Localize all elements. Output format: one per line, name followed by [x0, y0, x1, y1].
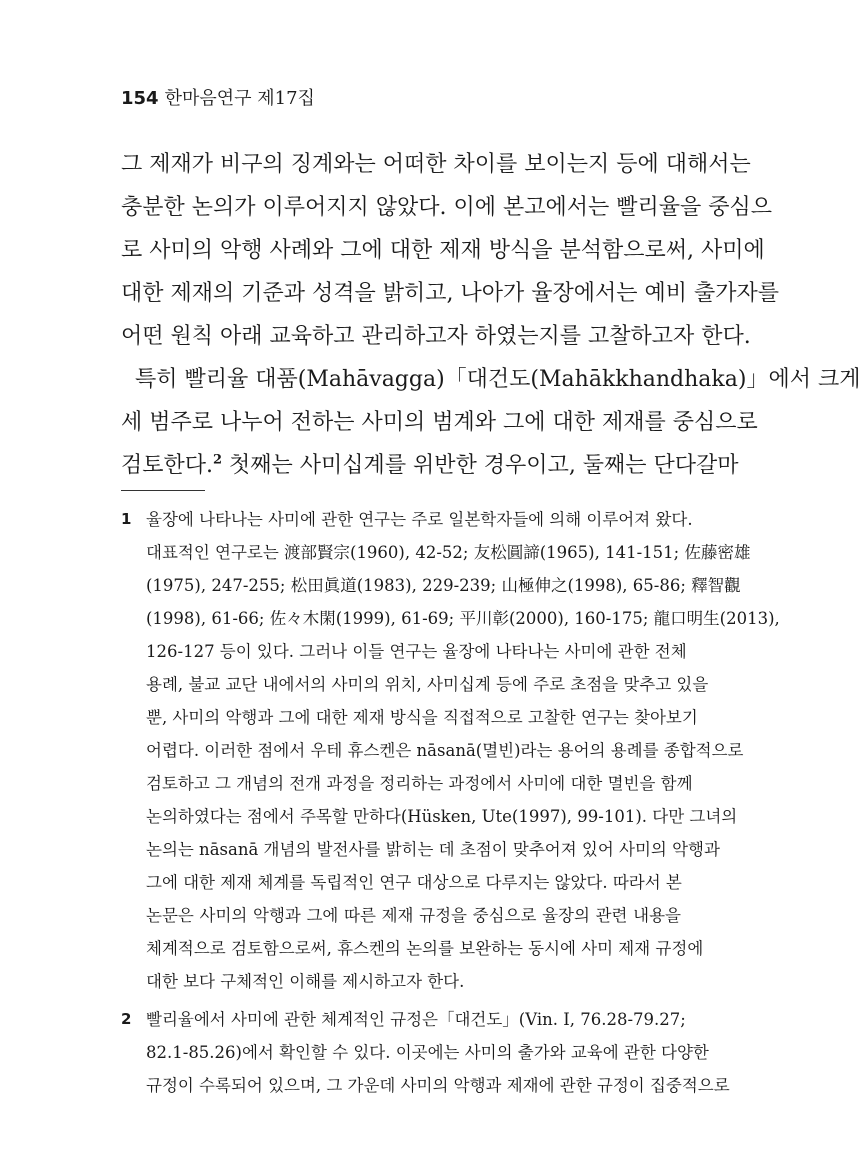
body-line: 어떤 원칙 아래 교육하고 관리하고자 하였는지를 고찰하고자 한다.	[121, 324, 751, 349]
footnote-reference[interactable]: 2	[213, 452, 223, 468]
footnote-line: 검토하고 그 개념의 전개 과정을 정리하는 과정에서 사미에 대한 멸빈을 함께	[146, 774, 693, 793]
body-line-paragraph-start: 특히 빨리율 대품(Mahāvagga)「대건도(Mahākkhandhaka)」에서 크게	[135, 367, 860, 392]
footnote-1	[121, 503, 780, 998]
footnote-number: 2	[121, 1010, 132, 1028]
body-line-with-footnote	[121, 444, 739, 487]
footnote-line: (1998), 61-66; 佐々木閑(1999), 61-69; 平川彰(2000), 160-175; 龍口明生(2013),	[146, 609, 780, 628]
journal-title: 한마음연구 제17집	[164, 88, 315, 109]
footnote-line: 그에 대한 제재 체계를 독립적인 연구 대상으로 다루지는 않았다. 따라서 본	[146, 873, 682, 892]
body-text	[121, 143, 860, 487]
page-number: 154	[121, 88, 159, 109]
footnote-2	[121, 1003, 730, 1102]
footnote-line: 대한 보다 구체적인 이해를 제시하고자 한다.	[146, 972, 465, 991]
body-line-text: 첫째는 사미십계를 위반한 경우이고, 둘째는 단다갈마	[222, 453, 739, 478]
footnote-separator	[121, 490, 205, 491]
body-line: 대한 제재의 기준과 성격을 밝히고, 나아가 율장에서는 예비 출가자를	[121, 281, 779, 306]
body-line-text: 검토한다.	[121, 453, 214, 478]
footnote-number: 1	[121, 510, 132, 528]
footnote-line: 논의는 nāsanā 개념의 발전사를 밝히는 데 초점이 맞추어져 있어 사미의 악행과	[146, 840, 720, 859]
footnote-line: 어렵다. 이러한 점에서 우테 휴스켄은 nāsanā(멸빈)라는 용어의 용례를 종합적으로	[146, 741, 744, 760]
footnote-line: 규정이 수록되어 있으며, 그 가운데 사미의 악행과 제재에 관한 규정이 집중적으로	[146, 1076, 730, 1095]
footnote-line: 논의하였다는 점에서 주목할 만하다(Hüsken, Ute(1997), 99-101). 다만 그녀의	[146, 807, 738, 826]
footnote-line: (1975), 247-255; 松田眞道(1983), 229-239; 山極伸之(1998), 65-86; 釋智觀	[146, 576, 741, 595]
footnote-line: 율장에 나타나는 사미에 관한 연구는 주로 일본학자들에 의해 이루어져 왔다.	[146, 510, 693, 529]
footnote-line: 용례, 불교 교단 내에서의 사미의 위치, 사미십계 등에 주로 초점을 맞추고 있을	[146, 675, 709, 694]
footnote-body	[146, 1003, 730, 1102]
body-line: 세 범주로 나누어 전하는 사미의 범계와 그에 대한 제재를 중심으로	[121, 410, 758, 435]
footnote-body	[146, 503, 780, 998]
body-line: 그 제재가 비구의 징계와는 어떠한 차이를 보이는지 등에 대해서는	[121, 152, 751, 177]
body-line: 충분한 논의가 이루어지지 않았다. 이에 본고에서는 빨리율을 중심으	[121, 195, 773, 220]
footnote-line: 빨리율에서 사미에 관한 체계적인 규정은「대건도」(Vin. Ⅰ, 76.28-79.27;	[146, 1010, 686, 1029]
footnote-line: 대표적인 연구로는 渡部賢宗(1960), 42-52; 友松圓諦(1965), 141-151; 佐藤密雄	[146, 543, 751, 562]
body-line: 로 사미의 악행 사례와 그에 대한 제재 방식을 분석함으로써, 사미에	[121, 238, 765, 263]
footnote-line: 논문은 사미의 악행과 그에 따른 제재 규정을 중심으로 율장의 관련 내용을	[146, 906, 681, 925]
footnote-line: 126-127 등이 있다. 그러나 이들 연구는 율장에 나타나는 사미에 관한 전체	[146, 642, 687, 661]
footnote-line: 뿐, 사미의 악행과 그에 대한 제재 방식을 직접적으로 고찰한 연구는 찾아보기	[146, 708, 698, 727]
footnotes	[121, 503, 780, 1102]
footnote-line: 82.1-85.26)에서 확인할 수 있다. 이곳에는 사미의 출가와 교육에 관한 다양한	[146, 1043, 709, 1062]
running-header	[121, 84, 315, 110]
footnote-line: 체계적으로 검토함으로써, 휴스켄의 논의를 보완하는 동시에 사미 제재 규정에	[146, 939, 704, 958]
